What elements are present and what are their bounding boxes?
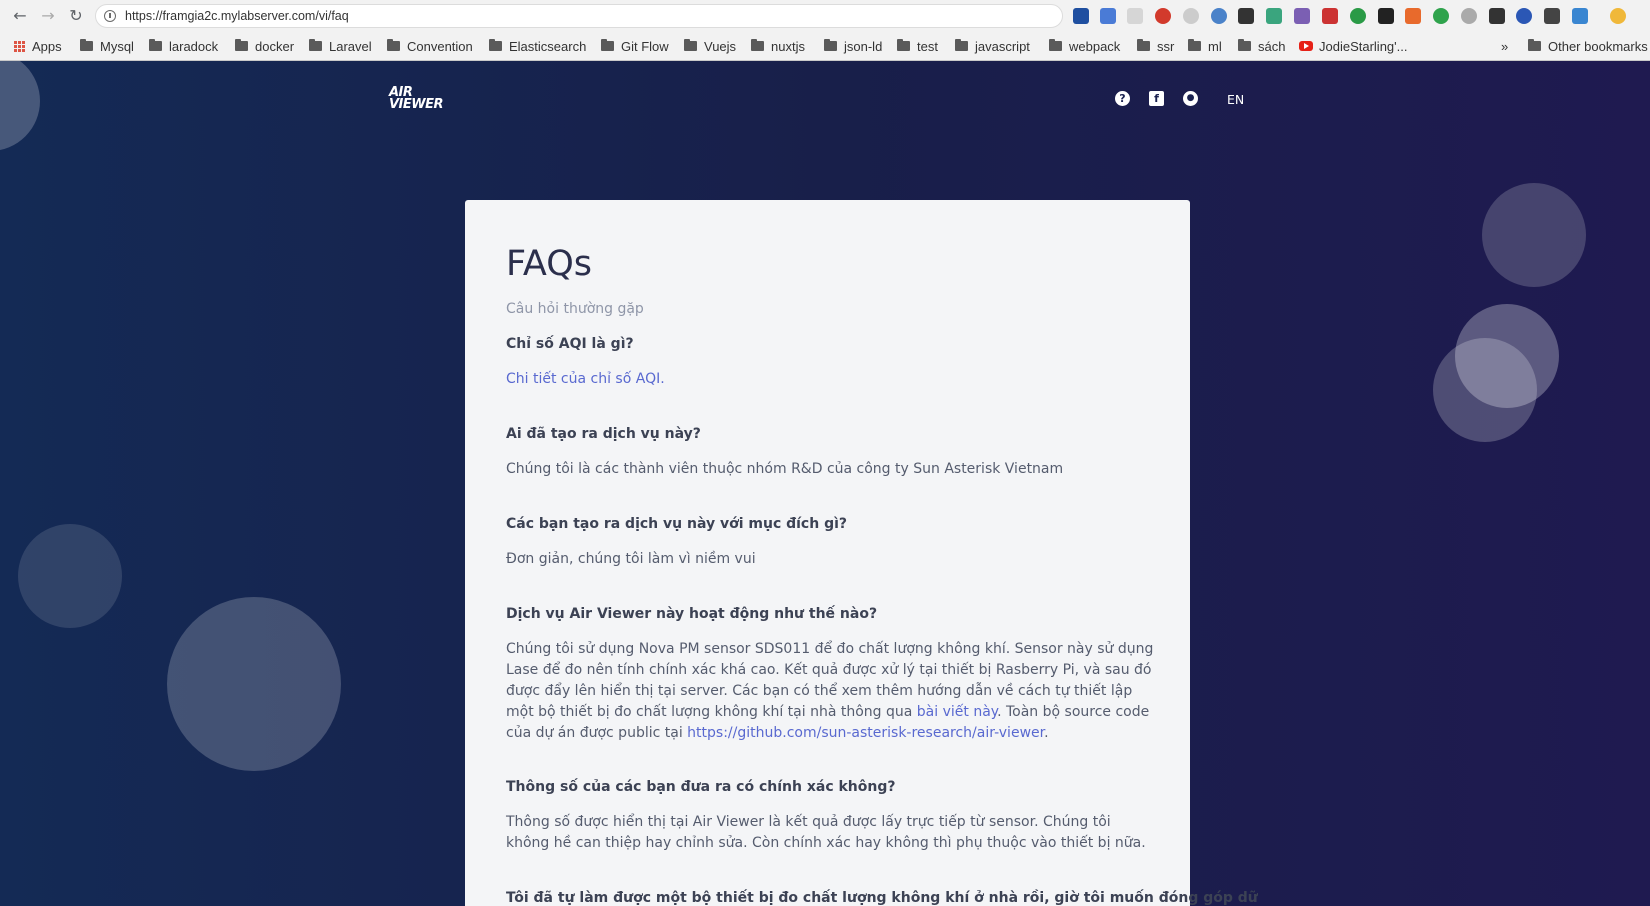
decorative-bubble	[1433, 338, 1537, 442]
faq-question: Tôi đã tự làm được một bộ thiết bị đo chất lượng không khí ở nhà rồi, giờ tôi muốn đóng góp dữ	[506, 890, 1258, 906]
extension-icon-5[interactable]	[1183, 8, 1199, 24]
youtube-icon	[1299, 41, 1313, 51]
folder-icon	[309, 41, 322, 51]
folder-icon	[489, 41, 502, 51]
faq-question: Chỉ số AQI là gì?	[506, 336, 634, 352]
folder-icon	[684, 41, 697, 51]
faq-answer: Thông số được hiển thị tại Air Viewer là kết quả được lấy trực tiếp từ sensor. Chúng tôi không hề can thiệp hay chỉnh sửa. Còn chính xác hay không thì phụ thuộc vào thiết bị nữa.	[506, 814, 1146, 851]
decorative-bubble	[167, 597, 341, 771]
url-text[interactable]: https://framgia2c.mylabserver.com/vi/faq	[125, 9, 349, 23]
extension-icon-6[interactable]	[1211, 8, 1227, 24]
folder-icon	[955, 41, 968, 51]
extension-icon-3[interactable]	[1127, 8, 1143, 24]
extension-icon-16[interactable]	[1489, 8, 1505, 24]
extension-icon-15[interactable]	[1461, 8, 1477, 24]
vue-devtools-icon[interactable]	[1266, 8, 1282, 24]
bookmark-folder[interactable]: json-ld	[824, 36, 882, 56]
back-icon[interactable]: ←	[13, 6, 27, 25]
browser-chrome	[0, 0, 1650, 61]
help-icon[interactable]: ?	[1115, 91, 1130, 106]
extension-icon-1[interactable]	[1073, 8, 1089, 24]
folder-icon	[387, 41, 400, 51]
grammarly-icon[interactable]	[1433, 8, 1449, 24]
bookmark-folder[interactable]: Git Flow	[601, 36, 669, 56]
faq-question: Thông số của các bạn đưa ra có chính xác không?	[506, 779, 896, 795]
faq-question: Ai đã tạo ra dịch vụ này?	[506, 426, 701, 442]
faq-question: Dịch vụ Air Viewer này hoạt động như thế nào?	[506, 606, 878, 622]
bookmark-folder[interactable]: test	[897, 36, 938, 56]
folder-icon	[824, 41, 837, 51]
address-bar[interactable]	[95, 4, 1063, 28]
extension-icon-13[interactable]	[1405, 8, 1421, 24]
language-switch[interactable]: EN	[1227, 92, 1245, 107]
extension-icon-9[interactable]	[1294, 8, 1310, 24]
translate-extension-icon[interactable]	[1100, 8, 1116, 24]
extension-icon-7[interactable]	[1238, 8, 1254, 24]
page-title: FAQs	[506, 244, 593, 284]
github-icon[interactable]: ●	[1183, 91, 1198, 106]
reload-icon[interactable]: ↻	[69, 6, 83, 25]
folder-icon	[1238, 41, 1251, 51]
folder-icon	[601, 41, 614, 51]
bookmarks-bar	[0, 33, 1650, 59]
page-background	[0, 61, 1650, 906]
bookmark-folder[interactable]: Vuejs	[684, 36, 736, 56]
bookmark-folder[interactable]: Elasticsearch	[489, 36, 586, 56]
bookmark-folder[interactable]: ml	[1188, 36, 1222, 56]
browser-toolbar	[0, 0, 1650, 32]
air-viewer-logo[interactable]: AIR VIEWER	[389, 85, 444, 112]
bookmark-folder[interactable]: javascript	[955, 36, 1030, 56]
faq-card	[465, 200, 1258, 906]
bookmark-folder[interactable]: webpack	[1049, 36, 1120, 56]
decorative-bubble	[0, 61, 40, 151]
extension-icon-19[interactable]	[1572, 8, 1588, 24]
bookmark-folder[interactable]: Convention	[387, 36, 473, 56]
decorative-bubble	[1482, 183, 1586, 287]
folder-icon	[897, 41, 910, 51]
bookmark-youtube[interactable]: JodieStarling'...	[1299, 36, 1407, 56]
faq-answer: Chúng tôi sử dụng Nova PM sensor SDS011 để đo chất lượng không khí. Sensor này sử dụng Lase để đo nên tính chính xác khá cao. Kết quả được xử lý tại thiết bị Rasberry Pi, và sau đó được đẩy lên hiển thị tại server. Các bạn có thể xem thêm hướng dẫn về cách tự thiết lập một bộ thiết bị đo chất lượng không khí tại nhà thông qua bài viết này. Toàn bộ source code của dự án được public tại https://github.com/sun-asterisk-research/air-viewer.	[506, 641, 1154, 741]
bookmark-apps[interactable]: Apps	[14, 36, 62, 56]
folder-icon	[235, 41, 248, 51]
extension-icon-10[interactable]	[1322, 8, 1338, 24]
decorative-bubble	[18, 524, 122, 628]
bookmark-folder[interactable]: docker	[235, 36, 294, 56]
bookmark-folder[interactable]: Laravel	[309, 36, 372, 56]
apps-grid-icon	[14, 41, 25, 52]
bookmark-folder[interactable]: Mysql	[80, 36, 134, 56]
bookmark-folder[interactable]: sách	[1238, 36, 1285, 56]
folder-icon	[751, 41, 764, 51]
github-repo-link[interactable]: https://github.com/sun-asterisk-research/air-viewer	[687, 725, 1045, 741]
bookmark-folder[interactable]: laradock	[149, 36, 218, 56]
profile-avatar-icon[interactable]	[1610, 8, 1626, 24]
folder-icon	[1049, 41, 1062, 51]
extension-icon-18[interactable]	[1544, 8, 1560, 24]
forward-icon[interactable]: →	[41, 6, 55, 25]
site-info-icon[interactable]	[104, 10, 116, 22]
bookmark-folder[interactable]: ssr	[1137, 36, 1174, 56]
article-link[interactable]: bài viết này	[916, 704, 998, 720]
bookmarks-overflow-button[interactable]: »	[1501, 38, 1509, 54]
bookmark-folder[interactable]: nuxtjs	[751, 36, 805, 56]
other-bookmarks[interactable]: Other bookmarks	[1528, 36, 1648, 56]
page-subtitle: Câu hỏi thường gặp	[506, 301, 644, 317]
facebook-icon[interactable]: f	[1149, 91, 1164, 106]
folder-icon	[80, 41, 93, 51]
folder-icon	[149, 41, 162, 51]
faq-question: Các bạn tạo ra dịch vụ này với mục đích gì?	[506, 516, 848, 532]
extension-icon-11[interactable]	[1350, 8, 1366, 24]
folder-icon	[1137, 41, 1150, 51]
faq-answer: Chúng tôi là các thành viên thuộc nhóm R&D của công ty Sun Asterisk Vietnam	[506, 461, 1064, 477]
extension-icon-17[interactable]	[1516, 8, 1532, 24]
faq-answer: Đơn giản, chúng tôi làm vì niềm vui	[506, 551, 756, 567]
folder-icon	[1528, 41, 1541, 51]
adblock-extension-icon[interactable]	[1155, 8, 1171, 24]
extension-icon-12[interactable]	[1378, 8, 1394, 24]
aqi-detail-link[interactable]: Chi tiết của chỉ số AQI.	[506, 371, 665, 387]
folder-icon	[1188, 41, 1201, 51]
